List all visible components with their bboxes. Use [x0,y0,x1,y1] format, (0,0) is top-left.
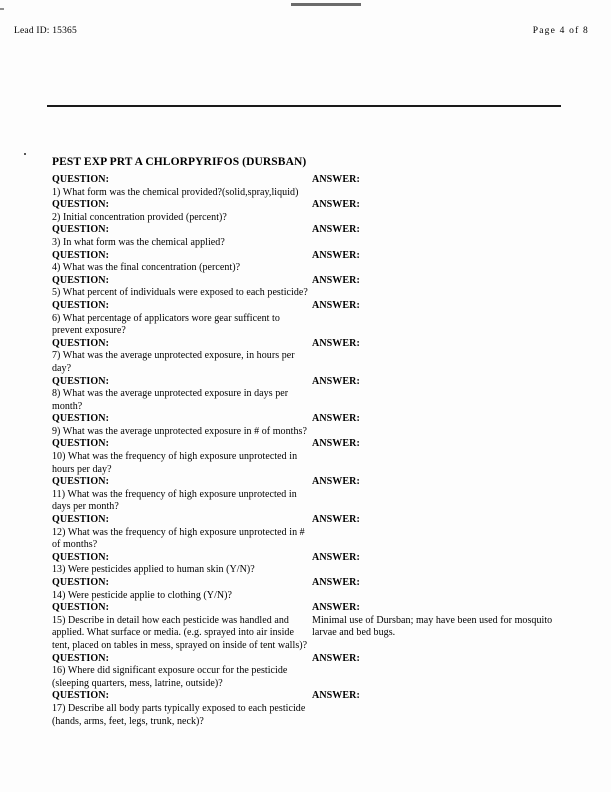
qa-label-row [52,199,562,212]
question-text: 6) What percentage of applicators wore gear sufficent to prevent exposure? [52,312,280,337]
question-text: 4) What was the final concentration (percent)? [52,262,241,274]
qa-label-row [52,275,562,288]
qa-text-row [52,237,562,250]
qa-block [52,476,562,514]
question-label: QUESTION: [52,476,110,488]
question-label: QUESTION: [52,375,110,387]
qa-text-row [52,615,562,653]
qa-block [52,602,562,652]
qa-label-row [52,250,562,263]
answer-label: ANSWER: [312,652,360,664]
qa-list [52,174,562,728]
answer-label: ANSWER: [312,199,360,211]
answer-label: ANSWER: [312,224,360,236]
answer-label: ANSWER: [312,690,360,702]
qa-text-row [52,703,562,728]
qa-block [52,577,562,602]
qa-block [52,300,562,338]
qa-block [52,338,562,376]
question-label: QUESTION: [52,413,110,425]
qa-block [52,376,562,414]
qa-block [52,224,562,249]
scan-artifact-dot [24,153,26,155]
qa-label-row [52,376,562,389]
qa-text-row [52,426,562,439]
question-label: QUESTION: [52,274,110,286]
qa-text-row [52,287,562,300]
question-label: QUESTION: [52,438,110,450]
page-number: Page 4 of 8 [532,26,589,36]
qa-block [52,653,562,691]
qa-block [52,174,562,199]
answer-label: ANSWER: [312,602,360,614]
answer-label: ANSWER: [312,413,360,425]
page-title: PEST EXP PRT A CHLORPYRIFOS (DURSBAN) [52,156,307,168]
question-text: 11) What was the frequency of high exposure unprotected in days per month? [52,488,297,513]
qa-text-row [52,212,562,225]
question-label: QUESTION: [52,337,110,349]
qa-block [52,275,562,300]
qa-block [52,250,562,275]
question-text: 2) Initial concentration provided (percent)? [52,211,227,223]
qa-text-row [52,187,562,200]
answer-label: ANSWER: [312,476,360,488]
qa-text-row [52,564,562,577]
answer-label: ANSWER: [312,375,360,387]
question-text: 7) What was the average unprotected exposure, in hours per day? [52,350,295,374]
qa-label-row [52,300,562,313]
question-text: 1) What form was the chemical provided?(solid,spray,liquid) [52,186,299,198]
question-text: 9) What was the average unprotected exposure in # of months? [52,425,307,437]
qa-label-row [52,438,562,451]
qa-label-row [52,514,562,527]
qa-block [52,438,562,476]
qa-text-row [52,350,562,375]
question-label: QUESTION: [52,602,110,614]
answer-label: ANSWER: [312,299,360,311]
qa-label-row [52,224,562,237]
question-text: 13) Were pesticides applied to human skin (Y/N)? [52,564,255,576]
answer-label: ANSWER: [312,577,360,588]
qa-block [52,690,562,728]
answer-label: ANSWER: [312,551,360,563]
question-label: QUESTION: [52,690,110,702]
qa-label-row [52,413,562,426]
question-label: QUESTION: [52,514,110,526]
page-header [0,26,611,42]
qa-label-row [52,653,562,666]
qa-label-row [52,690,562,703]
question-text: 8) What was the average unprotected exposure in days per month? [52,388,289,412]
qa-block [52,552,562,577]
question-label: QUESTION: [52,199,110,211]
question-text: 15) Describe in detail how each pesticide was handled and applied. What surface or media. (e.g. sprayed into air inside tent, placed on tables in mess, sprayed on inside of tent walls)? [52,614,308,651]
answer-label: ANSWER: [312,274,360,286]
qa-text-row [52,665,562,690]
qa-block [52,514,562,552]
question-text: 14) Were pesticide applie to clothing (Y/N)? [52,589,233,601]
qa-text-row [52,451,562,476]
qa-label-row [52,476,562,489]
qa-text-row [52,489,562,514]
question-label: QUESTION: [52,249,110,261]
answer-label: ANSWER: [312,337,360,349]
question-label: QUESTION: [52,577,110,588]
question-text: 3) In what form was the chemical applied? [52,236,225,248]
qa-label-row [52,602,562,615]
answer-label: ANSWER: [312,514,360,526]
qa-block [52,413,562,438]
answer-label: ANSWER: [312,249,360,261]
question-text: 5) What percent of individuals were exposed to each pesticide? [52,287,308,299]
answer-label: ANSWER: [312,438,360,450]
lead-id: Lead ID: 15365 [14,26,77,36]
qa-label-row [52,552,562,565]
question-label: QUESTION: [52,224,110,236]
qa-block [52,199,562,224]
qa-text-row [52,262,562,275]
question-label: QUESTION: [52,652,110,664]
qa-label-row [52,174,562,187]
question-label: QUESTION: [52,551,110,563]
question-text: 10) What was the frequency of high exposure unprotected in hours per day? [52,451,298,475]
question-label: QUESTION: [52,174,110,185]
qa-text-row [52,590,562,603]
question-text: 16) Where did significant exposure occur for the pesticide (sleeping quarters, mess, latrine, outside)? [52,665,288,689]
qa-text-row [52,388,562,413]
answer-text[interactable]: Minimal use of Dursban; may have been used for mosquito larvae and bed bugs. [312,614,553,639]
qa-label-row [52,338,562,351]
qa-text-row [52,527,562,552]
question-text: 12) What was the frequency of high exposure unprotected in # of months? [52,526,305,551]
question-label: QUESTION: [52,299,110,311]
answer-label: ANSWER: [312,174,360,185]
qa-label-row [52,577,562,590]
scan-artifact-left [0,8,4,10]
question-text: 17) Describe all body parts typically exposed to each pesticide (hands, arms, feet, legs, trunk, neck)? [52,702,306,727]
horizontal-rule [47,105,561,107]
scan-artifact-top [291,3,361,6]
qa-text-row [52,313,562,338]
